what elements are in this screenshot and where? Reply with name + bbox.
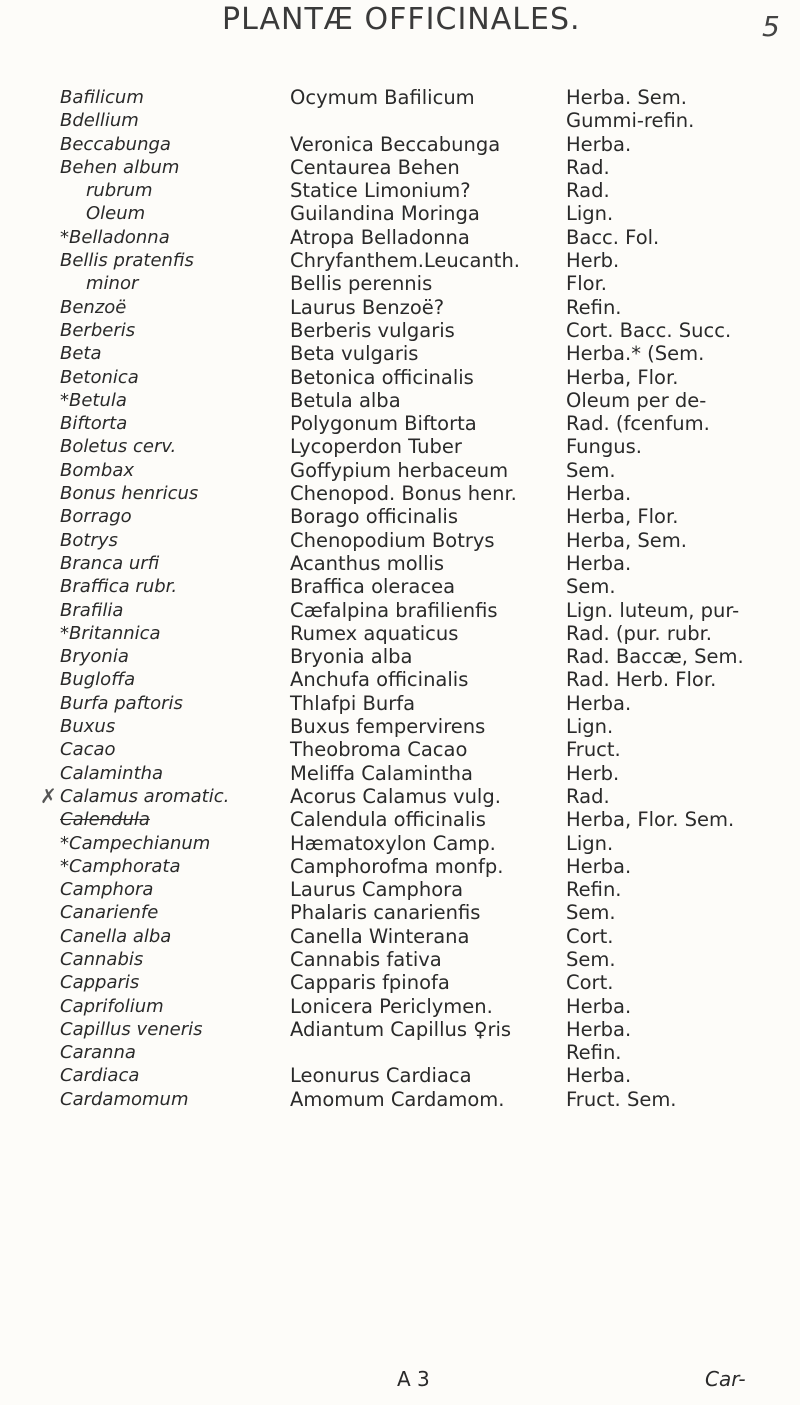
pharmacy-name: Branca urfi <box>60 552 160 574</box>
page-footer <box>0 1367 800 1399</box>
plant-part: Sem. <box>566 458 616 482</box>
pharmacy-name: Calendula <box>60 809 150 831</box>
linnaean-name: Bellis perennis <box>290 272 433 296</box>
plant-part: Herba. <box>566 1064 632 1088</box>
plant-part: Rad. (fcenfum. <box>566 412 710 436</box>
plant-part: Cort. <box>566 924 614 948</box>
linnaean-name: Thlafpi Burfa <box>290 691 416 715</box>
pharmacy-name: Oleum <box>86 203 146 225</box>
list-item <box>0 459 800 482</box>
linnaean-name: Polygonum Biftorta <box>290 412 477 436</box>
list-item <box>0 319 800 342</box>
pharmacy-name: Biftorta <box>60 413 128 435</box>
list-item <box>0 202 800 225</box>
pharmacy-name: Bryonia <box>60 646 129 668</box>
pharmacy-name: Cannabis <box>60 948 144 970</box>
linnaean-name: Buxus fempervirens <box>290 715 486 739</box>
pharmacy-name: Cardiaca <box>60 1065 140 1087</box>
plant-part: Refin. <box>566 1041 622 1065</box>
list-item <box>0 622 800 645</box>
list-item <box>0 808 800 831</box>
plant-part: Flor. <box>566 272 607 296</box>
pharmacy-name: Bellis pratenfis <box>60 250 194 272</box>
linnaean-name: Anchufa officinalis <box>290 668 469 692</box>
linnaean-name: Meliffa Calamintha <box>290 761 473 785</box>
linnaean-name: Adiantum Capillus ♀ris <box>290 1017 512 1041</box>
plant-part: Herba. <box>566 994 632 1018</box>
linnaean-name: Atropa Belladonna <box>290 225 470 249</box>
linnaean-name: Cæfalpina brafilienfis <box>290 598 498 622</box>
list-item <box>0 1088 800 1111</box>
linnaean-name: Cannabis fativa <box>290 947 442 971</box>
plant-part: Herba. <box>566 691 632 715</box>
linnaean-name: Laurus Camphora <box>290 878 464 902</box>
linnaean-name: Calendula officinalis <box>290 808 486 832</box>
pharmacy-name: *Camphorata <box>60 855 181 877</box>
pharmacy-name: Calamintha <box>60 762 164 784</box>
pharmacy-name: Bombax <box>60 459 135 481</box>
linnaean-name: Theobroma Cacao <box>290 738 468 762</box>
linnaean-name: Borago officinalis <box>290 505 459 529</box>
list-item <box>0 552 800 575</box>
linnaean-name: Ocymum Bafilicum <box>290 86 475 109</box>
linnaean-name: Camphorofma monfp. <box>290 854 504 878</box>
pharmacy-name: Buxus <box>60 716 116 738</box>
list-item <box>0 692 800 715</box>
list-item <box>0 901 800 924</box>
pharmacy-name: Behen album <box>60 156 180 178</box>
plant-part: Herba, Flor. <box>566 505 679 529</box>
plant-part: Rad. <box>566 155 610 179</box>
plant-part: Herba, Flor. Sem. <box>566 808 735 832</box>
pharmacy-name: Caprifolium <box>60 995 164 1017</box>
list-item <box>0 156 800 179</box>
pharmacy-name: Calamus aromatic. <box>60 785 230 807</box>
linnaean-name: Leonurus Cardiaca <box>290 1064 472 1088</box>
pharmacy-name: *Campechianum <box>60 832 211 854</box>
pharmacy-name: *Belladonna <box>60 226 170 248</box>
linnaean-name: Phalaris canarienfis <box>290 901 481 925</box>
plant-part: Rad. Baccæ, Sem. <box>566 645 744 669</box>
linnaean-name: Rumex aquaticus <box>290 621 459 645</box>
catchword: Car- <box>705 1367 746 1391</box>
list-item <box>0 832 800 855</box>
linnaean-name: Beta vulgaris <box>290 342 419 366</box>
signature-mark: A 3 <box>397 1367 430 1391</box>
plant-part: Gummi-refin. <box>566 109 695 133</box>
list-item <box>0 342 800 365</box>
pharmacy-name: Bugloffa <box>60 669 136 691</box>
list-item <box>0 272 800 295</box>
plant-part: Herba. <box>566 1017 632 1041</box>
list-item <box>0 86 800 109</box>
plant-part: Rad. <box>566 179 610 203</box>
handwritten-x-mark: ✗ <box>40 783 57 808</box>
pharmacy-name: minor <box>86 273 139 295</box>
list-item <box>0 1064 800 1087</box>
plant-list <box>0 86 800 1111</box>
pharmacy-name: *Britannica <box>60 622 161 644</box>
plant-part: Herb. <box>566 249 620 273</box>
plant-part: Sem. <box>566 575 616 599</box>
pharmacy-name: Braffica rubr. <box>60 576 178 598</box>
list-item <box>0 599 800 622</box>
linnaean-name: Chenopodium Botrys <box>290 528 495 552</box>
list-item <box>0 995 800 1018</box>
list-item <box>0 948 800 971</box>
plant-part: Herba, Sem. <box>566 528 687 552</box>
plant-part: Rad. <box>566 784 610 808</box>
plant-part: Refin. <box>566 878 622 902</box>
list-item <box>0 296 800 319</box>
list-item <box>0 179 800 202</box>
list-item <box>0 389 800 412</box>
pharmacy-name: Boletus cerv. <box>60 436 177 458</box>
pharmacy-name: Beta <box>60 343 102 365</box>
pharmacy-name: Capillus veneris <box>60 1018 203 1040</box>
plant-part: Cort. <box>566 971 614 995</box>
list-item <box>0 645 800 668</box>
plant-part: Bacc. Fol. <box>566 225 660 249</box>
list-item <box>0 575 800 598</box>
pharmacy-name: Brafilia <box>60 599 124 621</box>
list-item <box>0 715 800 738</box>
pharmacy-name: Capparis <box>60 972 140 994</box>
list-item <box>0 925 800 948</box>
linnaean-name: Braffica oleracea <box>290 575 456 599</box>
linnaean-name: Capparis fpinofa <box>290 971 450 995</box>
pharmacy-name: Cardamomum <box>60 1088 189 1110</box>
plant-part: Herba. <box>566 132 632 156</box>
list-item <box>0 1041 800 1064</box>
pharmacy-name: Canella alba <box>60 925 172 947</box>
linnaean-name: Lonicera Periclymen. <box>290 994 493 1018</box>
plant-part: Herba. Sem. <box>566 86 687 109</box>
list-item <box>0 878 800 901</box>
list-item <box>0 435 800 458</box>
list-item <box>0 785 800 808</box>
pharmacy-name: rubrum <box>86 180 153 202</box>
linnaean-name: Hæmatoxylon Camp. <box>290 831 496 855</box>
plant-part: Oleum per de- <box>566 388 707 412</box>
plant-part: Herba.* (Sem. <box>566 342 705 366</box>
list-item <box>0 738 800 761</box>
pharmacy-name: Camphora <box>60 879 154 901</box>
pharmacy-name: Canarienfe <box>60 902 159 924</box>
pharmacy-name: Bafilicum <box>60 87 144 108</box>
linnaean-name: Acanthus mollis <box>290 551 445 575</box>
linnaean-name: Acorus Calamus vulg. <box>290 784 501 808</box>
page-number: 5 <box>762 10 780 43</box>
linnaean-name: Betonica officinalis <box>290 365 474 389</box>
pharmacy-name: Bdellium <box>60 110 139 132</box>
pharmacy-name: Bonus henricus <box>60 483 199 505</box>
plant-part: Fruct. <box>566 738 621 762</box>
list-item <box>0 109 800 132</box>
linnaean-name: Amomum Cardamom. <box>290 1087 505 1111</box>
list-item <box>0 133 800 156</box>
plant-part: Lign. luteum, pur- <box>566 598 740 622</box>
linnaean-name: Berberis vulgaris <box>290 318 455 342</box>
linnaean-name: Bryonia alba <box>290 645 413 669</box>
linnaean-name: Laurus Benzoë? <box>290 295 445 319</box>
list-item <box>0 249 800 272</box>
list-item <box>0 855 800 878</box>
pharmacy-name: Beccabunga <box>60 133 171 155</box>
list-item <box>0 505 800 528</box>
list-item <box>0 971 800 994</box>
list-item <box>0 226 800 249</box>
pharmacy-name: Betonica <box>60 366 139 388</box>
pharmacy-name: Burfa paftoris <box>60 692 183 714</box>
plant-part: Herba. <box>566 854 632 878</box>
list-item <box>0 412 800 435</box>
plant-part: Herb. <box>566 761 620 785</box>
plant-part: Herba, Flor. <box>566 365 679 389</box>
list-item <box>0 1018 800 1041</box>
linnaean-name: Lycoperdon Tuber <box>290 435 462 459</box>
plant-part: Lign. <box>566 831 614 855</box>
plant-part: Fruct. Sem. <box>566 1087 677 1111</box>
linnaean-name: Betula alba <box>290 388 401 412</box>
plant-part: Refin. <box>566 295 622 319</box>
linnaean-name: Goffypium herbaceum <box>290 458 509 482</box>
linnaean-name: Chryfanthem.Leucanth. <box>290 249 521 273</box>
linnaean-name: Chenopod. Bonus henr. <box>290 482 517 506</box>
linnaean-name: Guilandina Moringa <box>290 202 480 226</box>
plant-part: Fungus. <box>566 435 642 459</box>
pharmacy-name: Cacao <box>60 739 116 761</box>
linnaean-name: Statice Limonium? <box>290 179 471 203</box>
page-header <box>0 2 800 54</box>
pharmacy-name: Borrago <box>60 506 132 528</box>
pharmacy-name: Botrys <box>60 529 118 551</box>
pharmacy-name: Benzoë <box>60 296 127 318</box>
linnaean-name: Centaurea Behen <box>290 155 460 179</box>
list-item <box>0 482 800 505</box>
linnaean-name: Veronica Beccabunga <box>290 132 501 156</box>
plant-part: Herba. <box>566 482 632 506</box>
list-item <box>0 668 800 691</box>
pharmacy-name: Caranna <box>60 1042 136 1064</box>
plant-part: Rad. (pur. rubr. <box>566 621 712 645</box>
plant-part: Lign. <box>566 202 614 226</box>
running-title: PLANTÆ OFFICINALES. <box>222 2 581 37</box>
list-item <box>0 529 800 552</box>
list-item <box>0 762 800 785</box>
pharmacy-name: Berberis <box>60 319 136 341</box>
plant-part: Herba. <box>566 551 632 575</box>
plant-part: Sem. <box>566 901 616 925</box>
plant-part: Sem. <box>566 947 616 971</box>
plant-part: Lign. <box>566 715 614 739</box>
linnaean-name: Canella Winterana <box>290 924 470 948</box>
plant-part: Cort. Bacc. Succ. <box>566 318 732 342</box>
plant-part: Rad. Herb. Flor. <box>566 668 717 692</box>
pharmacy-name: *Betula <box>60 389 127 411</box>
list-item <box>0 366 800 389</box>
